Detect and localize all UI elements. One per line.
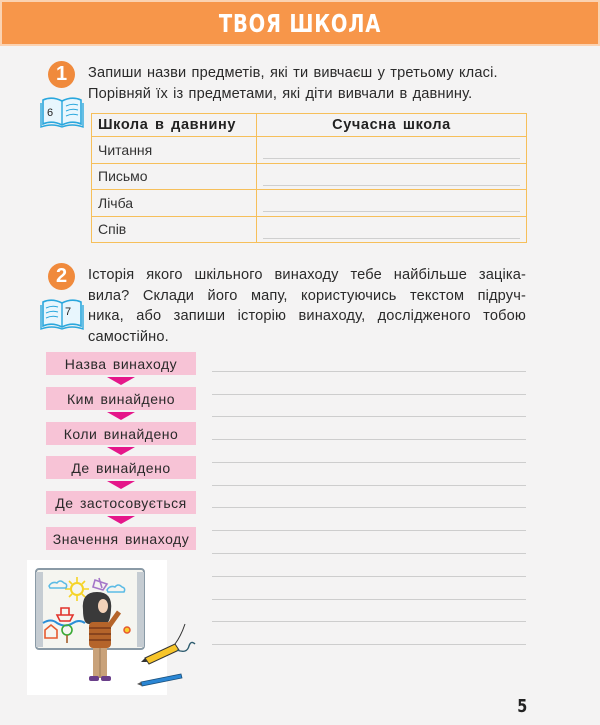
whiteboard-illustration <box>27 560 202 695</box>
writing-line[interactable] <box>212 576 526 577</box>
table-header-row <box>92 114 527 137</box>
old-subject-cell: Спів <box>92 216 257 243</box>
task2-line: Історія якого шкільного винаходу тебе найбільше заціка- <box>88 267 526 283</box>
page-number: 5 <box>517 696 528 717</box>
flow-step-when: Коли винайдено <box>46 422 196 445</box>
flow-arrow-icon <box>107 447 135 455</box>
modern-subject-answer-field[interactable] <box>257 163 527 190</box>
textbook-page-icon <box>39 92 85 128</box>
writing-line[interactable] <box>212 462 526 463</box>
table-row <box>92 137 527 164</box>
column-header-old-school: Школа в давнину <box>92 114 257 137</box>
flow-arrow-icon <box>107 412 135 420</box>
writing-line[interactable] <box>212 439 526 440</box>
task2-line: ника, або запиши історію винаходу, дослідженого тобою <box>88 308 526 324</box>
writing-line[interactable] <box>212 530 526 531</box>
table-row <box>92 216 527 243</box>
old-subject-cell: Письмо <box>92 163 257 190</box>
page-title: ТВОЯ ШКОЛА <box>218 8 382 38</box>
subjects-comparison-table <box>91 113 527 243</box>
writing-line[interactable] <box>212 507 526 508</box>
writing-line[interactable] <box>212 371 526 372</box>
old-subject-cell: Читання <box>92 137 257 164</box>
task1-line: Запиши назви предметів, які ти вивчаєш у третьому класі. <box>88 65 498 81</box>
modern-subject-answer-field[interactable] <box>257 216 527 243</box>
flow-step-name: Назва винаходу <box>46 352 196 375</box>
column-header-modern-school: Сучасна школа <box>257 114 527 137</box>
textbook-page-icon <box>39 294 85 330</box>
modern-subject-answer-field[interactable] <box>257 137 527 164</box>
page-ref: 7 <box>65 306 72 318</box>
task2-line: самостійно. <box>88 328 169 345</box>
task1-line: Порівняй їх із предметами, які діти вивчали в давнину. <box>88 85 473 102</box>
task1-instructions <box>88 63 498 104</box>
answer-line <box>263 167 520 186</box>
task-number-badge <box>48 263 75 290</box>
task-number: 1 <box>55 63 68 85</box>
writing-line[interactable] <box>212 416 526 417</box>
flow-arrow-icon <box>107 516 135 524</box>
flow-arrow-icon <box>107 377 135 385</box>
table-row <box>92 163 527 190</box>
answer-line <box>263 193 520 212</box>
flow-arrow-icon <box>107 481 135 489</box>
answer-line <box>263 220 520 239</box>
writing-line[interactable] <box>212 553 526 554</box>
task-number-badge <box>48 61 75 88</box>
header-banner <box>0 0 600 46</box>
task2-instructions <box>88 265 526 347</box>
writing-line[interactable] <box>212 485 526 486</box>
page-ref: 6 <box>47 107 54 119</box>
writing-line[interactable] <box>212 394 526 395</box>
flow-step-significance: Значення винаходу <box>46 527 196 550</box>
flow-step-who: Ким винайдено <box>46 387 196 410</box>
answer-line <box>263 140 520 159</box>
flower-icon <box>124 627 130 633</box>
table-row <box>92 190 527 217</box>
flow-step-where: Де винайдено <box>46 456 196 479</box>
header-banner-fill <box>2 2 598 44</box>
modern-subject-answer-field[interactable] <box>257 190 527 217</box>
writing-line[interactable] <box>212 644 526 645</box>
task2-line: вила? Склади його мапу, користуючись текстом підруч- <box>88 287 526 304</box>
flow-step-usage: Де застосовується <box>46 491 196 514</box>
writing-line[interactable] <box>212 621 526 622</box>
old-subject-cell: Лічба <box>92 190 257 217</box>
task-number: 2 <box>55 265 68 287</box>
writing-line[interactable] <box>212 599 526 600</box>
